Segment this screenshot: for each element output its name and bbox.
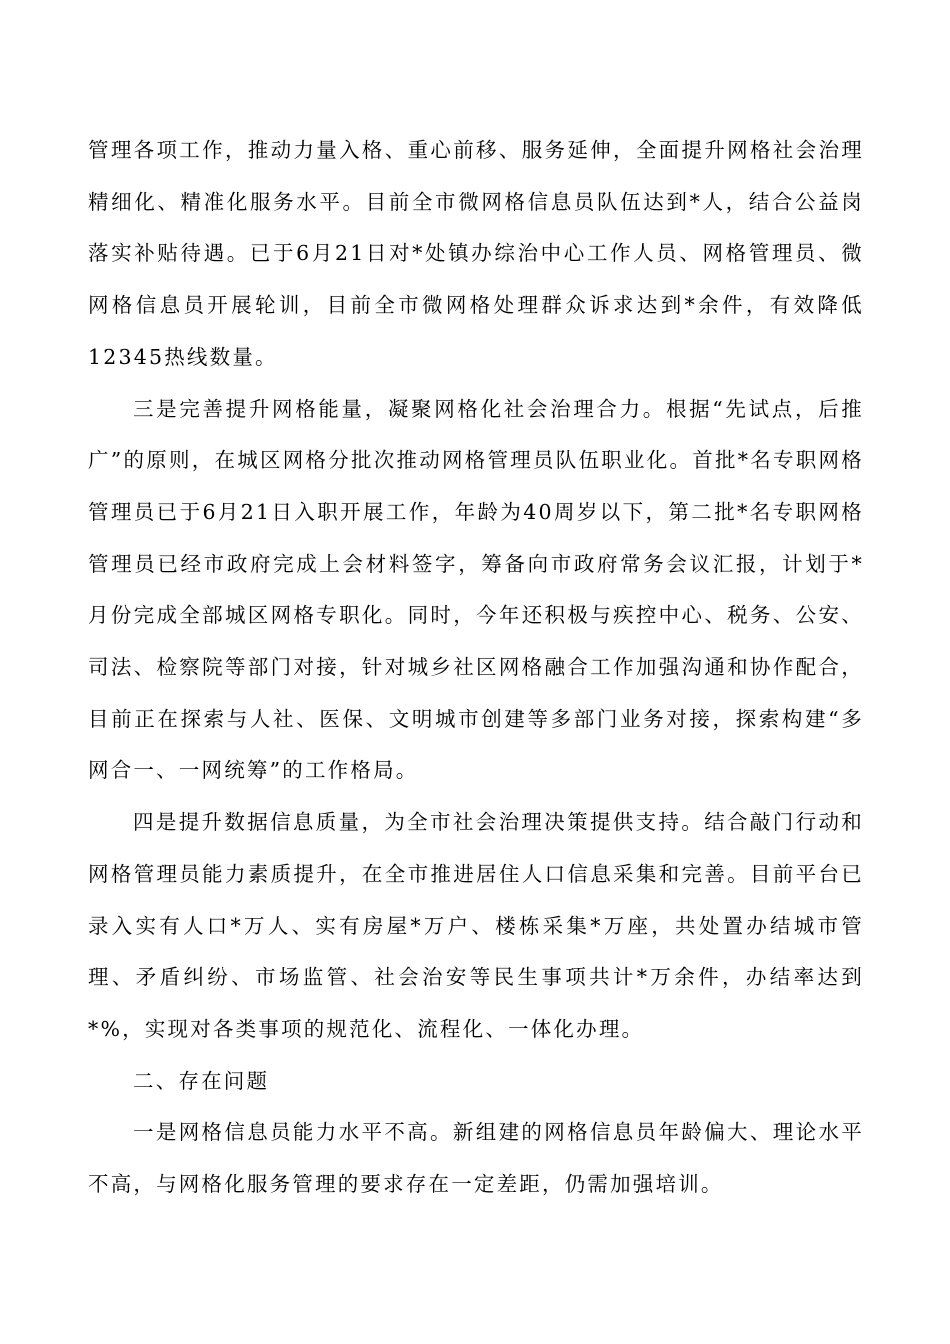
document-page	[88, 125, 864, 1211]
paragraph-2: 三是完善提升网格能量，凝聚网格化社会治理合力。根据“先试点，后推广”的原则，在城区网格分批次推动网格管理员队伍职业化。首批*名专职网格管理员已于6月21日入职开展工作，年龄为40周岁以下，第二批*名专职网格管理员已经市政府完成上会材料签字，筹备向市政府常务会议汇报，计划于*月份完成全部城区网格专职化。同时，今年还积极与疾控中心、税务、公安、司法、检察院等部门对接，针对城乡社区网格融合工作加强沟通和协作配合，目前正在探索与人社、医保、文明城市创建等多部门业务对接，探索构建“多网合一、一网统筹”的工作格局。	[88, 396, 864, 783]
section-heading: 二、存在问题	[133, 1068, 270, 1093]
paragraph-1: 管理各项工作，推动力量入格、重心前移、服务延伸，全面提升网格社会治理精细化、精准化服务水平。目前全市微网格信息员队伍达到*人，结合公益岗落实补贴待遇。已于6月21日对*处镇办综治中心工作人员、网格管理员、微网格信息员开展轮训，目前全市微网格处理群众诉求达到*余件，有效降低12345热线数量。	[88, 138, 864, 369]
paragraph-3: 四是提升数据信息质量，为全市社会治理决策提供支持。结合敲门行动和网格管理员能力素质提升，在全市推进居住人口信息采集和完善。目前平台已录入实有人口*万人、实有房屋*万户、楼栋采集*万座，共处置办结城市管理、矛盾纠纷、市场监管、社会治安等民生事项共计*万余件，办结率达到*%，实现对各类事项的规范化、流程化、一体化办理。	[88, 810, 864, 1041]
paragraph-4: 一是网格信息员能力水平不高。新组建的网格信息员年龄偏大、理论水平不高，与网格化服务管理的要求存在一定差距，仍需加强培训。	[88, 1120, 864, 1197]
